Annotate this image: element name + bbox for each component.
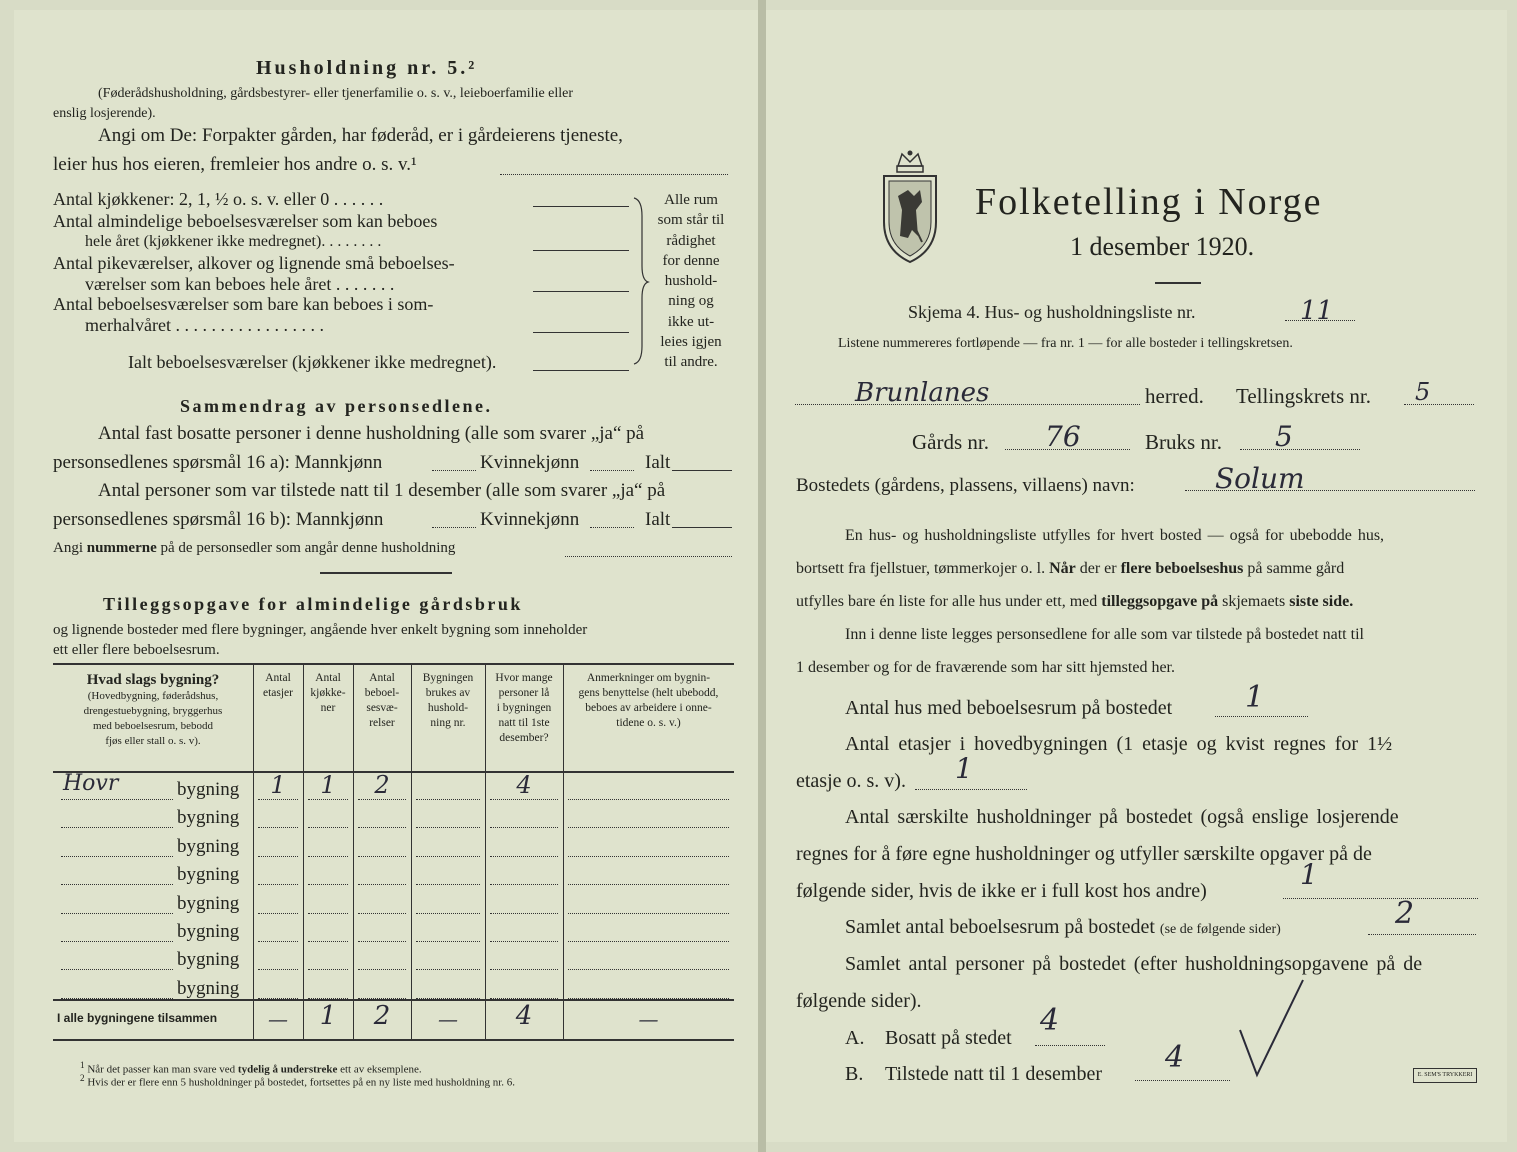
row-building-label: bygning — [177, 779, 240, 800]
angi-line-1: Angi om De: Forpakter gården, har føderåd, er i gårdeierens tjeneste, — [98, 125, 623, 146]
row-cell-line — [568, 998, 729, 999]
gards-label: Gårds nr. — [912, 430, 989, 454]
etasjer-line-2: etasje o. s. v). — [796, 770, 906, 792]
table-header-line: ning nr. — [430, 717, 466, 729]
table-header-cell — [353, 671, 411, 731]
household-title: Husholdning nr. 5.² — [256, 57, 478, 79]
title-divider — [1155, 282, 1201, 284]
tellingskrets-label: Tellingskrets nr. — [1236, 384, 1372, 408]
side-note-line: hushold- — [664, 273, 718, 290]
rooms-side-note — [650, 190, 732, 373]
row-cell-line — [258, 799, 298, 800]
table-header-line: i bygningen — [496, 702, 552, 714]
info-p2-line2: 1 desember og for de fraværende som har sitt hjemsted her. — [796, 659, 1175, 676]
personer-line-1: Samlet antal personer på bostedet (efter husholdningsopgavene på de — [845, 953, 1423, 975]
row-cell-line — [308, 969, 348, 970]
row-cell-line — [258, 884, 298, 885]
row-cell-line — [490, 998, 558, 999]
footnote-2: $^2$ Hvis der er flere enn 5 husholdninger på bostedet, fortsettes på en ny liste med husholdning nr. 6. — [80, 1073, 516, 1089]
row-building-name: Hovr — [63, 771, 119, 796]
table-header-line: fjøs eller stall o. s. v). — [105, 735, 201, 747]
household-intro-1: (Føderådshusholdning, gårdsbestyrer- eller tjenerfamilie o. s. v., leieboerfamilie eller — [98, 86, 574, 101]
row-cell-line — [416, 913, 480, 914]
info-p2-line1: Inn i denne liste legges personsedlene for alle som var tilstede på bostedet natt til — [845, 626, 1364, 643]
side-note-line: for denne — [662, 252, 720, 269]
row-cell-etasjer: 1 — [270, 771, 286, 799]
row-cell-line — [258, 913, 298, 914]
total-cell-husholdning: — — [438, 1007, 458, 1031]
row-cell-line — [358, 827, 406, 828]
row-cell-line — [490, 827, 558, 828]
total-cell-personer: 4 — [515, 1001, 533, 1031]
saer-fill-line — [1283, 898, 1478, 899]
q-kitchens: Antal kjøkkener: 2, 1, ½ o. s. v. eller 0 . . . . . . — [53, 189, 384, 209]
row-cell-line — [568, 856, 729, 857]
row-cell-line — [308, 827, 348, 828]
side-note-line: ning og — [668, 293, 714, 310]
sum1-male-line — [432, 470, 476, 471]
row-name-line — [61, 799, 173, 800]
table-header-line: etasjer — [262, 687, 293, 699]
table-header-line: (Hovedbygning, føderådshus, — [87, 690, 219, 702]
side-note-line: ikke ut- — [667, 313, 715, 330]
row-cell-personer: 4 — [516, 771, 532, 799]
q-total-rooms: Ialt beboelsesværelser (kjøkkener ikke medregnet). — [128, 352, 497, 372]
table-header-line: desember? — [499, 732, 549, 744]
household-intro-2: enslig losjerende). — [53, 106, 156, 121]
row-cell-line — [258, 941, 298, 942]
sum2-female-line — [590, 527, 634, 528]
q-rooms-line — [533, 250, 629, 251]
row-cell-line — [358, 969, 406, 970]
row-name-line — [61, 941, 173, 942]
tillegg-line-2: ett eller flere beboelsesrum. — [53, 642, 220, 658]
sum2-total-label: Ialt — [645, 509, 671, 530]
total-cell-vaerelser: 2 — [373, 1001, 391, 1031]
table-header-line: Antal — [369, 672, 395, 684]
summary-2a: Antal personer som var tilstede natt til 1 desember (alle som svarer „ja“ på — [98, 480, 666, 501]
row-cell-line — [308, 941, 348, 942]
row-cell-line — [416, 998, 480, 999]
row-cell-line — [308, 799, 348, 800]
row-cell-line — [358, 941, 406, 942]
angi-nummerne: Angi nummerne på de personsedler som angår denne husholdning — [53, 540, 456, 556]
tilstede-line — [1135, 1080, 1230, 1081]
row-cell-line — [568, 799, 729, 800]
table-header-cell — [303, 671, 353, 716]
table-column-rule — [253, 663, 254, 1039]
saer-line-1: Antal særskilte husholdninger på bostedet (også enslige losjerende — [845, 806, 1399, 828]
q-total-rooms-line — [533, 370, 629, 371]
row-cell-line — [490, 913, 558, 914]
side-note-line: rådighet — [666, 232, 716, 249]
census-title: Folketelling i Norge — [975, 181, 1323, 223]
etasjer-line-1: Antal etasjer i hovedbygningen (1 etasje og kvist regnes for 1½ — [845, 733, 1393, 755]
row-cell-line — [416, 827, 480, 828]
brace-icon — [630, 196, 650, 366]
row-cell-line — [258, 969, 298, 970]
row-cell-line — [308, 913, 348, 914]
row-cell-line — [308, 884, 348, 885]
row-cell-line — [308, 856, 348, 857]
saer-line-2: regnes for å føre egne husholdninger og utfyller særskilte opgaver på de — [796, 843, 1372, 865]
page-fold — [758, 0, 766, 1152]
summary-1a: Antal fast bosatte personer i denne husholdning (alle som svarer „ja“ på — [98, 423, 645, 444]
q-maid-rooms-line — [533, 291, 629, 292]
gards-value: 76 — [1045, 420, 1081, 453]
row-cell-line — [490, 941, 558, 942]
side-note-line: som står til — [657, 212, 725, 229]
bruks-value: 5 — [1275, 420, 1293, 453]
table-header-line: brukes av — [425, 687, 471, 699]
table-header-line: gens benyttelse (helt ubebodd, — [578, 687, 719, 699]
printer-stamp: E. SEM'S TRYKKERI — [1413, 1068, 1477, 1083]
table-header-line: Anmerkninger om bygnin- — [586, 672, 711, 684]
section-divider — [320, 572, 452, 574]
personer-line-2: følgende sider). — [796, 990, 922, 1012]
row-cell-line — [568, 969, 729, 970]
table-header-line: relser — [369, 717, 395, 729]
table-header-line: personer lå — [498, 687, 550, 699]
bosted-label: Bostedets (gårdens, plassens, villaens) navn: — [796, 475, 1135, 496]
row-building-label: bygning — [177, 835, 240, 857]
row-cell-kjokkener: 1 — [320, 771, 336, 799]
bosatt-label: Bosatt på stedet — [885, 1027, 1012, 1049]
q-summer-rooms-b: merhalvåret . . . . . . . . . . . . . . . . . — [85, 315, 324, 335]
table-header-line: Bygningen — [422, 672, 474, 684]
row-cell-vaerelser: 2 — [374, 771, 390, 799]
row-cell-line — [416, 856, 480, 857]
footnote-1: $^1$ Når det passer kan man svare ved tydelig å understreke ett av eksemplene. — [80, 1060, 422, 1076]
tilstede-value: 4 — [1165, 1040, 1185, 1075]
bruks-label: Bruks nr. — [1145, 430, 1223, 454]
sum2-female-label: Kvinnekjønn — [480, 509, 580, 530]
total-cell-kjokkener: 1 — [319, 1001, 337, 1031]
summary-2b: personsedlenes spørsmål 16 b): Mannkjønn — [53, 509, 384, 530]
summary-1b: personsedlenes spørsmål 16 a): Mannkjønn — [53, 452, 383, 473]
total-cell-anm: — — [638, 1007, 659, 1031]
table-header-line: Antal — [265, 672, 291, 684]
tillegg-title: Tilleggsopgave for almindelige gårdsbruk — [103, 594, 523, 614]
angi-line-2: leier hus hos eieren, fremleier hos andre o. s. v.¹ — [53, 154, 417, 175]
row-cell-line — [258, 827, 298, 828]
row-cell-line — [416, 941, 480, 942]
q-maid-rooms-b: værelser som kan beboes hele året . . . . . . . — [85, 274, 395, 294]
q-rooms-a: Antal almindelige beboelsesværelser som kan beboes — [53, 211, 438, 231]
row-cell-line — [490, 969, 558, 970]
hus-line — [1215, 716, 1308, 717]
hus-value: 1 — [1245, 680, 1265, 715]
table-header-cell — [411, 671, 485, 731]
side-note-line: til andre. — [664, 354, 718, 371]
tilstede-letter: B. — [845, 1063, 864, 1085]
sum1-total-label: Ialt — [645, 452, 671, 473]
saer-value: 1 — [1300, 858, 1318, 891]
row-name-line — [61, 913, 173, 914]
table-header-line: natt til 1ste — [498, 717, 550, 729]
row-cell-line — [568, 884, 729, 885]
etasjer-value: 1 — [955, 752, 973, 785]
row-name-line — [61, 827, 173, 828]
row-building-label: bygning — [177, 864, 240, 886]
saer-line-3: følgende sider, hvis de ikke er i full kost hos andre) — [796, 880, 1207, 902]
row-building-label: bygning — [177, 949, 240, 971]
table-header-line: drengestuebygning, bryggerhus — [83, 705, 223, 717]
table-header-cell — [563, 671, 734, 731]
census-date: 1 desember 1920. — [1070, 232, 1255, 261]
row-name-line — [61, 884, 173, 885]
row-cell-line — [358, 998, 406, 999]
row-cell-line — [358, 856, 406, 857]
table-header-cell — [53, 671, 253, 749]
listene-note: Listene nummereres fortløpende — fra nr. 1 — for alle bosteder i tellingskretsen. — [838, 336, 1293, 351]
table-header-line: beboes av arbeidere i onne- — [585, 702, 712, 714]
row-cell-line — [258, 998, 298, 999]
etasjer-fill-line — [915, 789, 1027, 790]
info-p1-line3: utfylles bare én liste for alle hus under ett, med tilleggsopgave på skjemaets siste side. — [796, 593, 1354, 610]
rum-line — [1368, 934, 1476, 935]
q-summer-rooms-line — [533, 332, 629, 333]
building-table — [53, 663, 734, 1042]
row-cell-line — [258, 856, 298, 857]
row-cell-line — [358, 913, 406, 914]
table-header-line: Antal — [315, 672, 341, 684]
row-cell-line — [490, 799, 558, 800]
table-top-rule — [53, 663, 734, 665]
row-cell-line — [416, 969, 480, 970]
table-header-line: med beboelsesrum, bebodd — [92, 720, 214, 732]
table-header-line: Hvad slags bygning? — [86, 672, 220, 688]
tilstede-label: Tilstede natt til 1 desember — [885, 1063, 1103, 1085]
row-cell-line — [490, 884, 558, 885]
table-header-cell — [485, 671, 563, 746]
bosatt-value: 4 — [1040, 1003, 1060, 1038]
sum2-total-line — [672, 527, 732, 528]
row-cell-line — [568, 941, 729, 942]
rum-label: Samlet antal beboelsesrum på bostedet (se de følgende sider) — [845, 916, 1281, 938]
side-note-line: Alle rum — [664, 192, 718, 208]
q-maid-rooms-a: Antal pikeværelser, alkover og lignende små beboelses- — [53, 253, 455, 273]
bosatt-letter: A. — [845, 1027, 865, 1049]
table-header-line: tidene o. s. v.) — [616, 717, 681, 729]
bosted-value: Solum — [1215, 462, 1305, 495]
row-cell-line — [568, 827, 729, 828]
table-column-rule — [303, 663, 304, 1039]
sum1-female-label: Kvinnekjønn — [480, 452, 580, 473]
herred-value: Brunlanes — [855, 378, 990, 408]
info-p1-line1: En hus- og husholdningsliste utfylles for hvert bosted — også for ubebodde hus, — [845, 527, 1385, 544]
q-rooms-b: hele året (kjøkkener ikke medregnet). . . . . . . . — [85, 233, 382, 250]
table-header-cell — [253, 671, 303, 701]
row-name-line — [61, 969, 173, 970]
table-header-line: hushold- — [427, 702, 469, 714]
angi-fill-line — [500, 174, 728, 175]
summary-title: Sammendrag av personsedlene. — [180, 396, 493, 416]
table-header-line: beboel- — [364, 687, 400, 699]
row-cell-line — [416, 799, 480, 800]
bosatt-line — [1035, 1045, 1105, 1046]
hus-label: Antal hus med beboelsesrum på bostedet — [845, 697, 1173, 719]
row-cell-line — [490, 856, 558, 857]
tellingskrets-value: 5 — [1415, 378, 1431, 406]
info-p1-line2: bortsett fra fjellstuer, tømmerkojer o. l. Når der er flere beboelseshus på samme gård — [796, 560, 1345, 577]
row-cell-line — [568, 913, 729, 914]
row-building-label: bygning — [177, 921, 240, 942]
table-bottom-rule — [53, 1039, 734, 1041]
coat-of-arms-icon — [878, 150, 942, 266]
q-kitchens-line — [533, 206, 629, 207]
sum1-female-line — [590, 470, 634, 471]
total-cell-etasjer: — — [268, 1007, 288, 1031]
row-name-line — [61, 998, 173, 999]
sum1-total-line — [672, 470, 732, 471]
row-cell-line — [358, 884, 406, 885]
total-row-label: I alle bygningene tilsammen — [57, 1011, 218, 1025]
tillegg-line-1: og lignende bosteder med flere bygninger, angående hver enkelt bygning som inneholder — [53, 622, 588, 638]
bruks-line — [1240, 449, 1360, 450]
table-header-line: Hvor mange — [495, 672, 553, 684]
table-header-line: sesvæ- — [366, 702, 398, 714]
row-building-label: bygning — [177, 977, 240, 999]
row-cell-line — [416, 884, 480, 885]
sum2-male-line — [432, 527, 476, 528]
table-header-line: kjøkke- — [310, 687, 346, 699]
row-building-label: bygning — [177, 807, 240, 829]
q-summer-rooms-a: Antal beboelsesværelser som bare kan beboes i som- — [53, 294, 434, 314]
herred-label: herred. — [1145, 384, 1204, 408]
row-cell-line — [358, 799, 406, 800]
nummerne-line — [565, 556, 732, 557]
row-building-label: bygning — [177, 892, 240, 914]
skjema-label: Skjema 4. Hus- og husholdningsliste nr. — [908, 302, 1196, 322]
checkmark-icon — [1235, 975, 1310, 1085]
row-name-line — [61, 856, 173, 857]
side-note-line: leies igjen — [660, 334, 722, 351]
table-header-line: ner — [320, 702, 336, 714]
skjema-nr-value: 11 — [1300, 296, 1334, 326]
rum-value: 2 — [1395, 896, 1415, 931]
row-cell-line — [308, 998, 348, 999]
